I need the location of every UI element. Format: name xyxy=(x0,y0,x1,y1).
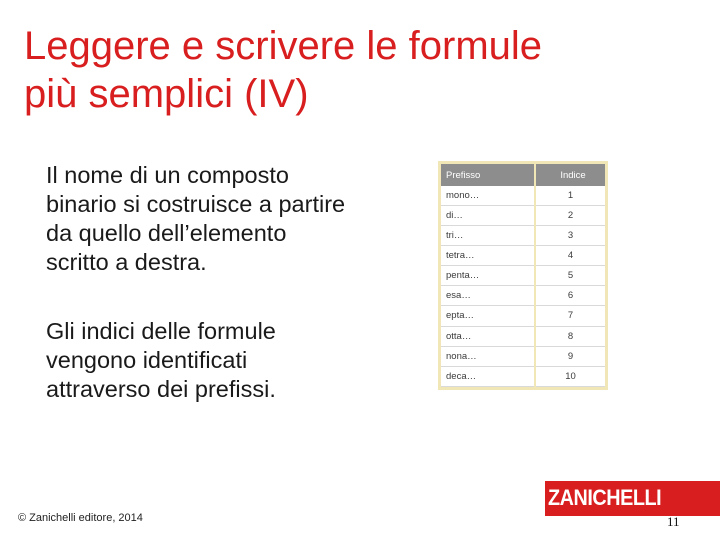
index-cell: 4 xyxy=(535,246,605,266)
prefix-cell: deca… xyxy=(441,366,535,386)
table-row xyxy=(441,306,605,326)
prefix-cell: nona… xyxy=(441,346,535,366)
index-cell: 3 xyxy=(535,225,605,245)
table-row xyxy=(441,346,605,366)
prefix-cell: epta… xyxy=(441,306,535,326)
page-number: 11 xyxy=(667,514,680,529)
index-cell: 9 xyxy=(535,346,605,366)
table-row xyxy=(441,246,605,266)
copyright-notice: © Zanichelli editore, 2014 xyxy=(18,512,143,524)
prefixes-table xyxy=(441,164,605,387)
index-cell: 10 xyxy=(535,366,605,386)
prefix-cell: tri… xyxy=(441,225,535,245)
prefixes-table-frame xyxy=(438,161,608,390)
paragraph-line: Gli indici delle formule xyxy=(46,318,276,344)
index-cell: 2 xyxy=(535,205,605,225)
index-cell: 8 xyxy=(535,326,605,346)
publisher-logo-text: ZANICHELLI xyxy=(548,485,662,510)
index-cell: 1 xyxy=(535,186,605,205)
prefix-cell: mono… xyxy=(441,186,535,205)
paragraph-line: scritto a destra. xyxy=(46,249,207,275)
index-cell: 5 xyxy=(535,266,605,286)
table-row xyxy=(441,326,605,346)
slide-title-line: più semplici (IV) xyxy=(24,72,309,116)
index-cell: 7 xyxy=(535,306,605,326)
prefix-cell: otta… xyxy=(441,326,535,346)
index-cell: 6 xyxy=(535,286,605,306)
table-header-row xyxy=(441,164,605,186)
prefix-cell: penta… xyxy=(441,266,535,286)
table-row xyxy=(441,205,605,225)
table-row xyxy=(441,225,605,245)
paragraph-line: binario si costruisce a partire xyxy=(46,191,346,217)
paragraph-line: attraverso dei prefissi. xyxy=(46,376,276,402)
prefix-cell: tetra… xyxy=(441,246,535,266)
column-header-prefisso: Prefisso xyxy=(441,164,535,186)
column-header-indice: Indice xyxy=(535,164,605,186)
slide-title-line: Leggere e scrivere le formule xyxy=(24,24,543,68)
table-row xyxy=(441,186,605,205)
paragraph-line: Il nome di un composto xyxy=(46,162,289,188)
slide-title xyxy=(24,22,684,118)
table-row xyxy=(441,266,605,286)
table-row xyxy=(441,286,605,306)
body-paragraph-indici xyxy=(46,317,426,404)
body-paragraph-nome-composto xyxy=(46,161,426,277)
prefix-cell: esa… xyxy=(441,286,535,306)
table-row xyxy=(441,366,605,386)
paragraph-line: da quello dell’elemento xyxy=(46,220,287,246)
paragraph-line: vengono identificati xyxy=(46,347,248,373)
prefix-cell: di… xyxy=(441,205,535,225)
